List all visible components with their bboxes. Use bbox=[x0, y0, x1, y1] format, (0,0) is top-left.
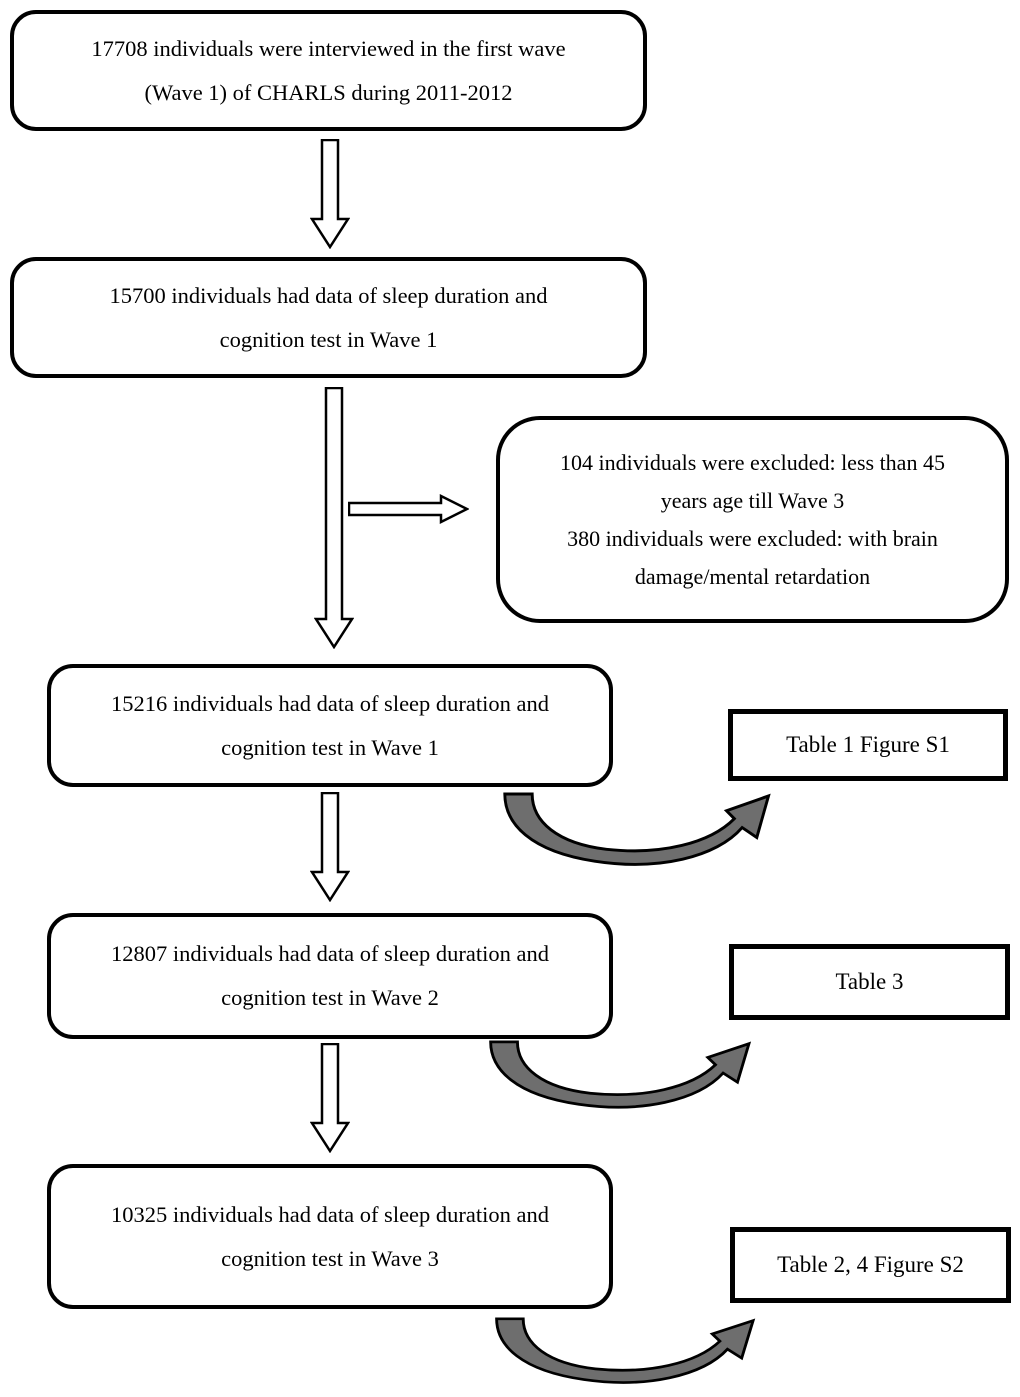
flow-box-wave1-included bbox=[47, 664, 613, 787]
curved-arrow-icon bbox=[483, 1040, 770, 1118]
flow-box-wave3 bbox=[47, 1164, 613, 1309]
table-ref-label: Table 1 Figure S1 bbox=[786, 732, 950, 757]
flow-box-text-line: cognition test in Wave 3 bbox=[221, 1245, 439, 1271]
right-arrow-icon bbox=[348, 494, 469, 524]
curved-arrow-icon bbox=[497, 792, 790, 876]
flow-box-wave2 bbox=[47, 913, 613, 1039]
exclusion-text-line: damage/mental retardation bbox=[634, 563, 871, 589]
exclusion-text-line: 104 individuals were excluded: less than 45 bbox=[560, 449, 945, 475]
down-arrow-icon bbox=[310, 139, 350, 249]
curved-arrow-icon bbox=[489, 1317, 774, 1393]
table-ref-box-3 bbox=[730, 1227, 1011, 1303]
table-ref-box-2 bbox=[729, 944, 1010, 1020]
flow-box-text-line: cognition test in Wave 1 bbox=[219, 326, 438, 352]
exclusion-text-line: years age till Wave 3 bbox=[660, 487, 845, 513]
flow-box-text-line: 15700 individuals had data of sleep duration and bbox=[109, 282, 548, 308]
flow-box-text-line: 15216 individuals had data of sleep duration and bbox=[110, 690, 550, 716]
flow-box-text-line: (Wave 1) of CHARLS during 2011-2012 bbox=[144, 79, 513, 105]
table-ref-box-1 bbox=[728, 709, 1008, 781]
flow-box-text-line: 17708 individuals were interviewed in the first wave bbox=[91, 35, 566, 61]
table-ref-label: Table 3 bbox=[835, 969, 904, 994]
flow-box-wave1-interviewed bbox=[10, 10, 647, 131]
down-arrow-icon bbox=[310, 1043, 350, 1153]
exclusion-box bbox=[496, 416, 1009, 623]
flow-box-text-line: 12807 individuals had data of sleep duration and bbox=[110, 941, 550, 966]
flow-box-wave1-sleep-data bbox=[10, 257, 647, 378]
flow-box-text-line: cognition test in Wave 1 bbox=[221, 734, 439, 760]
flow-box-text-line: cognition test in Wave 2 bbox=[221, 985, 439, 1010]
flow-box-text-line: 10325 individuals had data of sleep duration and bbox=[110, 1201, 550, 1227]
down-arrow-icon bbox=[310, 792, 350, 902]
exclusion-text-line: 380 individuals were excluded: with brain bbox=[567, 525, 938, 551]
table-ref-label: Table 2, 4 Figure S2 bbox=[777, 1252, 964, 1277]
